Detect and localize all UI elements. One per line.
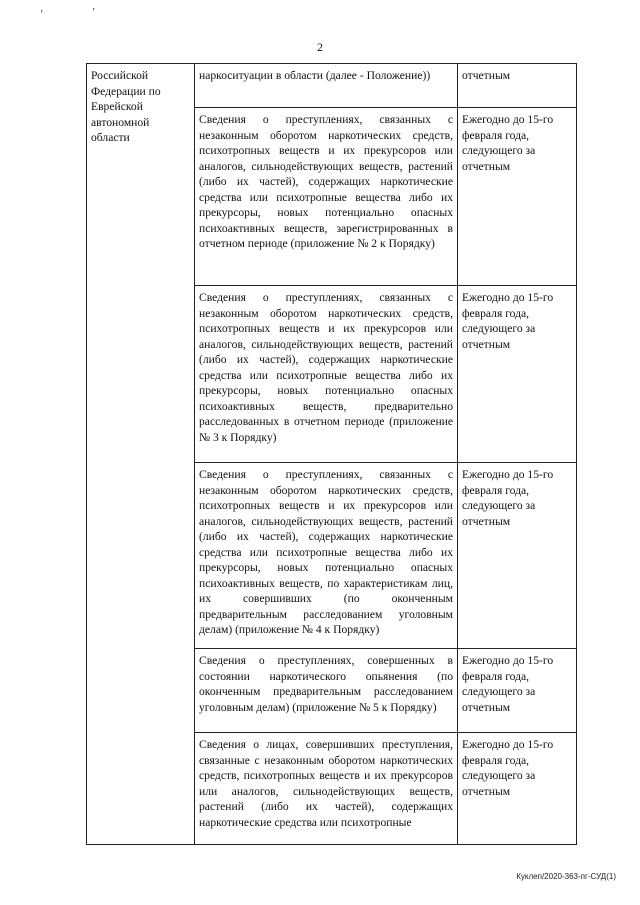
deadline-cell: Ежегодно до 15-го февраля года, следующего за отчетным [458,733,577,845]
description-cell: наркоситуации в области (далее - Положение)) [195,64,458,108]
description-cell: Сведения о лицах, совершивших преступления, связанные с незаконным оборотом наркотических средств, психотропных веществ и их прекурсоров или аналогов, сильнодействующих веществ, растений (либо их частей), содержащих наркотические средства или психотропные [195,733,458,845]
agency-cell: Российской Федерации по Еврейской автономной области [87,64,195,845]
deadline-cell: Ежегодно до 15-го февраля года, следующего за отчетным [458,108,577,286]
table-row [87,64,577,108]
page-number: 2 [317,40,323,54]
scan-mark: ’ [40,9,44,20]
scan-mark: ’ [92,7,96,18]
reporting-table [86,63,577,845]
deadline-cell: Ежегодно до 15-го февраля года, следующего за отчетным [458,463,577,649]
description-cell: Сведения о преступлениях, связанных с незаконным оборотом наркотических средств, психотропных веществ и их прекурсоров или аналогов, сильнодействующих веществ, растений (либо их частей), содержащих наркотические средства или психотропные вещества либо их прекурсоры, новых потенциально опасных психоактивных веществ, по характеристикам лиц, их совершивших (по оконченным предварительным расследованием уголовным делам) (приложение № 4 к Порядку) [195,463,458,649]
deadline-cell: Ежегодно до 15-го февраля года, следующего за отчетным [458,649,577,733]
description-cell: Сведения о преступлениях, связанных с незаконным оборотом наркотических средств, психотропных веществ и их прекурсоров или аналогов, сильнодействующих веществ, растений (либо их частей), содержащих наркотические средства или психотропные вещества либо их прекурсоры, новых потенциально опасных психоактивных веществ, зарегистрированных в отчетном периоде (приложение № 2 к Порядку) [195,108,458,286]
description-cell: Сведения о преступлениях, совершенных в состоянии наркотического опьянения (по оконченным предварительным расследованием уголовным делам) (приложение № 5 к Порядку) [195,649,458,733]
deadline-cell: отчетным [458,64,577,108]
deadline-cell: Ежегодно до 15-го февраля года, следующего за отчетным [458,286,577,463]
document-code: Куклеп/2020-363-пг-СУД(1) [516,872,616,881]
description-cell: Сведения о преступлениях, связанных с незаконным оборотом наркотических средств, психотропных веществ и их прекурсоров или аналогов, сильнодействующих веществ, растений (либо их частей), содержащих наркотические средства или психотропные вещества либо их прекурсоры, новых потенциально опасных психоактивных веществ, предварительно расследованных в отчетном периоде (приложение № 3 к Порядку) [195,286,458,463]
